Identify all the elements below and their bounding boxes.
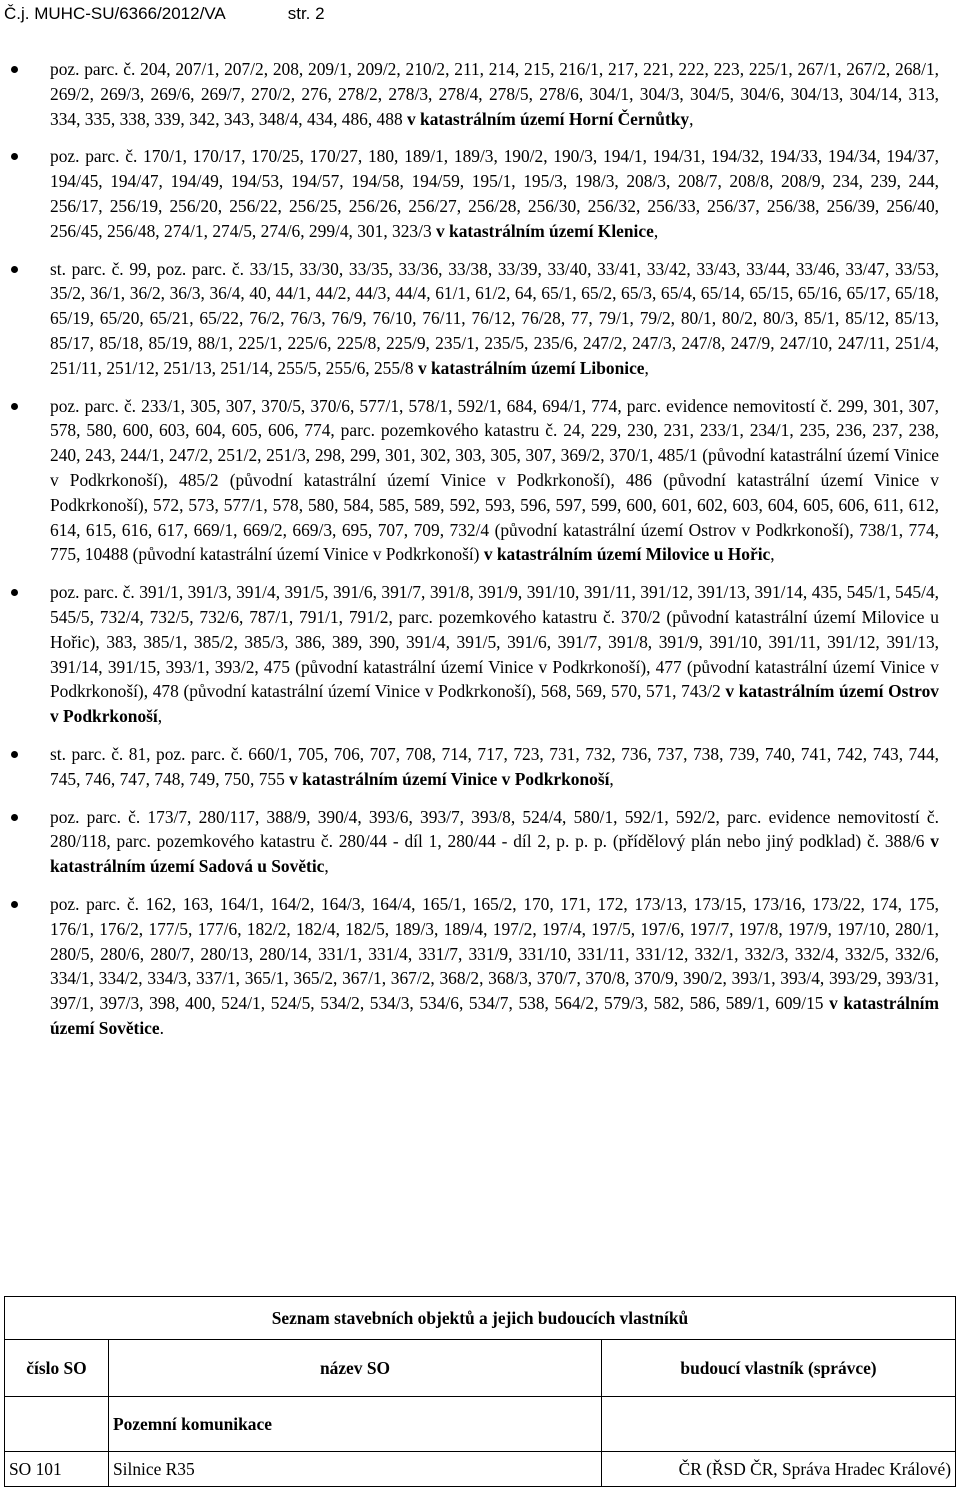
- cadastral-area: v katastrálním území Horní Černůtky: [407, 108, 690, 129]
- parcel-numbers: poz. parc. č. 233/1, 305, 307, 370/5, 370/6, 577/1, 578/1, 592/1, 684, 694/1, 774, parc. evidence nemovitostí č. 299, 301, 307, 578, 580, 600, 603, 604, 605, 606, 774, parc. pozemkového katastru č. 24, 229, 230, 231, 233/1, 234/1, 235, 236, 237, 238, 240, 243, 244/1, 247/2, 251/2, 251/3, 298, 299, 301, 302, 303, 305, 307, 369/2, 370/1, 485/1 (původní katastrální území Vinice v Podkrkonoší), 485/2 (původní katastrální území Vinice v Podkrkonoší), 486 (původní katastrální území Vinice v Podkrkonoší), 572, 573, 577/1, 578, 580, 584, 585, 589, 592, 593, 596, 597, 599, 600, 601, 602, 603, 604, 605, 606, 611, 612, 614, 615, 616, 617, 669/1, 669/2, 669/3, 695, 707, 709, 732/4 (původní katastrální území Ostrov v Podkrkonoší), 738/1, 774, 775, 10488 (původní katastrální území Vinice v Podkrkonoší): [50, 395, 939, 565]
- cadastral-area: v katastrálním území Sadová u Sovětic: [50, 831, 939, 877]
- objects-table: [4, 1296, 956, 1487]
- page-header: [4, 4, 325, 24]
- list-item: [50, 257, 939, 381]
- table-section-row: [5, 1397, 956, 1452]
- item-punctuation: ,: [644, 357, 649, 378]
- parcel-list: [0, 57, 960, 1054]
- parcel-numbers: poz. parc. č. 170/1, 170/17, 170/25, 170/27, 180, 189/1, 189/3, 190/2, 190/3, 194/1, 194/31, 194/32, 194/33, 194/34, 194/37, 194/45, 194/47, 194/49, 194/53, 194/57, 194/58, 194/59, 195/1, 195/3, 198/3, 208/3, 208/7, 208/8, 208/9, 234, 239, 244, 256/17, 256/19, 256/20, 256/22, 256/25, 256/26, 256/27, 256/28, 256/30, 256/32, 256/33, 256/37, 256/38, 256/39, 256/40, 256/45, 256/48, 274/1, 274/5, 274/6, 299/4, 301, 323/3: [50, 146, 939, 241]
- cell-future-owner: ČR (ŘSD ČR, Správa Hradec Králové): [602, 1452, 956, 1487]
- list-item: [50, 742, 939, 792]
- table-row: [5, 1452, 956, 1487]
- parcel-numbers: poz. parc. č. 173/7, 280/117, 388/9, 390/4, 393/6, 393/7, 393/8, 524/4, 580/1, 592/1, 592/2, parc. evidence nemovitostí č. 280/118, parc. pozemkového katastru č. 280/44 - díl 1, 280/44 - díl 2, p. p. p. (přídělový plán nebo jiný podklad) č. 388/6: [50, 806, 939, 852]
- cadastral-area: v katastrálním území Klenice: [435, 220, 654, 241]
- list-item: [50, 394, 939, 568]
- header-so-number: číslo SO: [5, 1340, 109, 1397]
- cadastral-area: v katastrálním území Vinice v Podkrkonoší: [289, 768, 610, 789]
- item-punctuation: ,: [770, 544, 775, 565]
- cadastral-area: v katastrálním území Libonice: [417, 357, 645, 378]
- table-title: Seznam stavebních objektů a jejich budoucích vlastníků: [5, 1297, 956, 1340]
- cell-so-name: Silnice R35: [109, 1452, 602, 1487]
- parcel-numbers: poz. parc. č. 391/1, 391/3, 391/4, 391/5, 391/6, 391/7, 391/8, 391/9, 391/10, 391/11, 391/12, 391/13, 391/14, 435, 545/1, 545/4, 545/5, 732/4, 732/5, 732/6, 787/1, 791/1, 791/2, parc. pozemkového katastru č. 370/2 (původní katastrální území Milovice u Hořic), 383, 385/1, 385/2, 385/3, 386, 389, 390, 391/4, 391/5, 391/6, 391/7, 391/8, 391/9, 391/10, 391/11, 391/12, 391/13, 391/14, 391/15, 393/1, 393/2, 475 (původní katastrální území Vinice v Podkrkonoší), 477 (původní katastrální území Vinice v Podkrkonoší), 478 (původní katastrální území Vinice v Podkrkonoší), 568, 569, 570, 571, 743/2: [50, 582, 939, 702]
- parcel-numbers: poz. parc. č. 162, 163, 164/1, 164/2, 164/3, 164/4, 165/1, 165/2, 170, 171, 172, 173/13, 173/15, 173/16, 173/22, 174, 175, 176/1, 176/2, 177/5, 177/6, 182/2, 182/4, 182/5, 189/3, 189/4, 197/2, 197/4, 197/5, 197/6, 197/7, 197/8, 197/9, 197/10, 280/1, 280/5, 280/6, 280/7, 280/13, 280/14, 331/1, 331/4, 331/7, 331/9, 331/10, 331/11, 331/12, 332/1, 332/3, 332/4, 332/5, 332/6, 334/1, 334/2, 334/3, 337/1, 365/1, 365/2, 367/1, 367/2, 368/2, 368/3, 370/7, 370/8, 370/9, 390/2, 393/1, 393/4, 393/29, 393/31, 397/1, 397/3, 398, 400, 524/1, 524/5, 534/2, 534/3, 534/6, 534/7, 538, 564/2, 579/3, 582, 586, 589/1, 609/15: [50, 893, 939, 1014]
- parcel-numbers: st. parc. č. 99, poz. parc. č. 33/15, 33/30, 33/35, 33/36, 33/38, 33/39, 33/40, 33/41, 33/42, 33/43, 33/44, 33/46, 33/47, 33/53, 35/2, 36/1, 36/2, 36/3, 36/4, 40, 44/1, 44/2, 44/3, 44/4, 61/1, 61/2, 64, 65/1, 65/2, 65/3, 65/4, 65/14, 65/15, 65/16, 65/17, 65/18, 65/19, 65/20, 65/21, 65/22, 76/2, 76/3, 76/9, 76/10, 76/11, 76/12, 76/28, 77, 79/1, 79/2, 80/1, 80/2, 80/3, 85/1, 85/12, 85/13, 85/17, 85/18, 85/19, 88/1, 225/1, 225/6, 225/8, 225/9, 235/1, 235/5, 235/6, 247/2, 247/3, 247/8, 247/9, 247/10, 247/11, 251/4, 251/11, 251/12, 251/13, 251/14, 255/5, 255/6, 255/8: [50, 258, 939, 378]
- header-so-name: název SO: [109, 1340, 602, 1397]
- item-punctuation: ,: [653, 220, 659, 241]
- item-punctuation: ,: [324, 856, 329, 877]
- page-number: str. 2: [287, 4, 325, 23]
- cadastral-area: v katastrálním území Sovětice: [50, 993, 939, 1038]
- item-punctuation: ,: [157, 706, 163, 727]
- item-punctuation: ,: [609, 768, 614, 789]
- parcel-numbers: poz. parc. č. 204, 207/1, 207/2, 208, 209/1, 209/2, 210/2, 211, 214, 215, 216/1, 217, 221, 222, 223, 225/1, 267/1, 267/2, 268/1, 269/2, 269/3, 269/6, 269/7, 270/2, 276, 278/2, 278/3, 278/4, 278/5, 278/6, 304/1, 304/3, 304/5, 304/6, 304/13, 304/14, 313, 334, 335, 338, 339, 342, 343, 348/4, 434, 486, 488: [50, 59, 939, 129]
- document-reference: Č.j. MUHC-SU/6366/2012/VA: [4, 4, 226, 23]
- list-item: [50, 580, 939, 729]
- parcel-numbers: st. parc. č. 81, poz. parc. č. 660/1, 705, 706, 707, 708, 714, 717, 723, 731, 732, 736, 737, 738, 739, 740, 741, 742, 743, 744, 745, 746, 747, 748, 749, 750, 755: [50, 743, 939, 789]
- section-empty-cell: [5, 1397, 109, 1452]
- header-future-owner: budoucí vlastník (správce): [602, 1340, 956, 1397]
- list-item: [50, 892, 939, 1041]
- table-header-row: [5, 1340, 956, 1397]
- cadastral-area: v katastrálním území Milovice u Hořic: [483, 544, 771, 565]
- cadastral-area: v katastrálním území Ostrov v Podkrkonoší: [50, 681, 939, 727]
- building-objects-table: [4, 1296, 956, 1487]
- item-punctuation: ,: [689, 108, 694, 129]
- list-item: [50, 57, 939, 131]
- section-empty-cell: [602, 1397, 956, 1452]
- section-title: Pozemní komunikace: [109, 1397, 602, 1452]
- cell-so-number: SO 101: [5, 1452, 109, 1487]
- list-item: [50, 805, 939, 879]
- table-title-row: [5, 1297, 956, 1340]
- list-item: [50, 144, 939, 243]
- item-punctuation: .: [159, 1017, 164, 1038]
